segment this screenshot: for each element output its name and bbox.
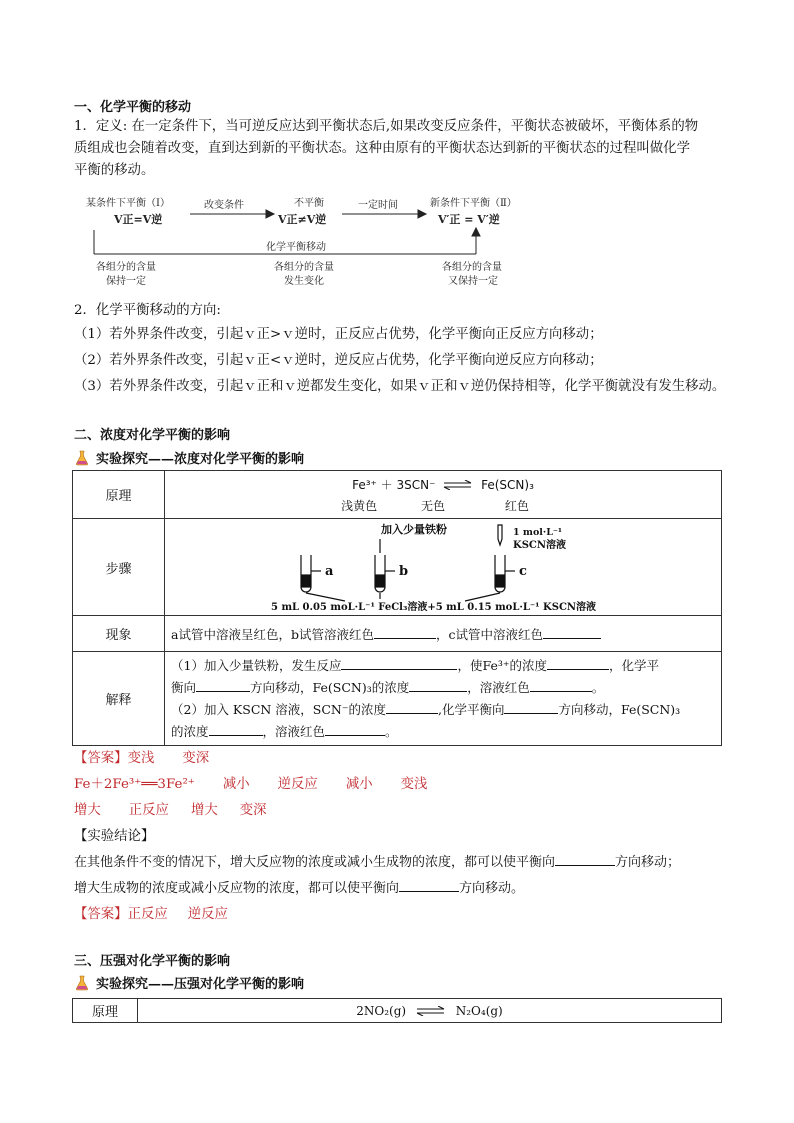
tube-b-liquid [376,575,384,587]
answer4-tag: 【答案】 [74,907,128,922]
blank-b-color[interactable] [374,626,436,639]
bottom-label: 化学平衡移动 [266,242,326,253]
blank-direction2[interactable] [504,701,558,714]
answer1-0: 变浅 [127,751,155,766]
explain-l4c: 。 [385,723,398,739]
blank-fescn-conc2[interactable] [209,723,263,736]
state1-equation: V正=V逆 [114,213,163,226]
conclusion2-a: 增大生成物的浓度或减小反应物的浓度，都可以使平衡向 [74,881,400,896]
flask-icon [74,975,90,991]
tube-c-liquid [496,575,504,587]
phenomenon-cell [165,616,722,652]
answer2-0: Fe＋2Fe³⁺══3Fe²⁺ [74,777,195,792]
state3-label: 新条件下平衡（Ⅱ） [430,198,517,209]
section3-title: 三、压强对化学平衡的影响 [74,954,231,969]
state1-label: 某条件下平衡（Ⅰ） [86,198,170,209]
bracket-arrow-head [472,228,480,236]
note1-line1: 各组分的含量 [96,262,156,273]
label-phenomenon: 现象 [73,616,165,652]
flask-icon [74,450,90,466]
note3-line1: 各组分的含量 [442,262,502,273]
explain-l2a: 衡向 [171,679,197,695]
direction-title: 2．化学平衡移动的方向: [74,303,221,318]
answer2-4: 变浅 [400,777,428,792]
direction-3: （3）若外界条件改变，引起ｖ正和ｖ逆都发生变化，如果ｖ正和ｖ逆仍保持相等，化学平衡就没有发生移动。 [74,379,726,394]
blank-red2[interactable] [325,723,385,736]
explain-l2b: 方向移动，Fe(SCN)₃的浓度 [250,679,410,695]
kscn-label-1: 1 mol·L⁻¹ [513,527,563,538]
direction-2: （2）若外界条件改变，引起ｖ正<ｖ逆时，逆反应占优势，化学平衡向逆反应方向移动； [74,353,603,368]
section2-title: 二、浓度对化学平衡的影响 [74,428,231,443]
answer3-0: 增大 [74,803,101,818]
add-iron-label: 加入少量铁粉 [381,523,447,536]
blank-scn-conc[interactable] [386,701,438,714]
label-principle: 原理 [73,471,165,519]
label-principle-2: 原理 [73,999,138,1023]
explain-l4a: 的浓度 [171,723,209,739]
principle2-cell [138,999,722,1023]
eq2-right: N₂O₄(g) [455,1003,503,1018]
eq-right: Fe(SCN)₃ [481,477,534,492]
explain-l1a: （1）加入少量铁粉，发生反应 [171,657,342,673]
tube-b-label: b [399,564,409,579]
eq2-left: 2NO₂(g) [356,1003,407,1018]
conclusion-line2 [74,878,524,900]
kscn-label-2: KSCN溶液 [513,540,567,551]
explain-l2d: 。 [591,679,605,695]
row-principle [73,471,722,519]
explain-l3c: 方向移动，Fe(SCN)₃ [558,701,681,717]
color-product: 红色 [504,498,529,513]
arrow1-label: 改变条件 [204,200,244,211]
answer2-3: 减小 [345,777,373,792]
blank-conclusion2[interactable] [399,879,459,892]
answer4-1: 逆反应 [187,907,228,922]
blank-fescn-conc1[interactable] [409,679,467,692]
tube-a-liquid [302,575,310,587]
blank-c-color[interactable] [543,626,601,639]
conclusion1-a: 在其他条件不变的情况下，增大反应物的浓度或减小生成物的浓度，都可以使平衡向 [74,855,556,870]
dropper [498,525,502,545]
solution-label: 5 mL 0.05 moL·L⁻¹ FeCl₃溶液+5 mL 0.15 moL·L⁻¹ KSCN溶液 [271,602,597,613]
answer4-0: 正反应 [127,907,168,922]
test-tubes-figure [165,519,721,615]
blank-reaction[interactable] [341,657,457,670]
answer1-line [74,748,209,770]
answer3-1: 正反应 [128,803,169,818]
label-steps: 步骤 [73,519,165,616]
blank-conclusion1[interactable] [555,853,615,866]
state2-label: 不平衡 [294,198,324,209]
experiment2-table [72,998,722,1023]
note2-line2: 发生变化 [284,276,324,287]
equilibrium-shift-diagram [80,192,540,294]
eq-left: Fe³⁺ ＋ 3SCN⁻ [352,477,436,492]
experiment2-heading [74,973,304,992]
row-steps [73,519,722,616]
row-principle-2 [73,999,722,1023]
explain-l2c: ，溶液红色 [467,679,530,695]
equilibrium-arrow-icon [443,480,473,490]
steps-cell [165,519,722,616]
blank-fe-conc[interactable] [547,657,609,670]
arrow2-head [418,210,426,218]
row-phenomenon [73,616,722,652]
conclusion1-b: 方向移动； [615,855,681,870]
color-scn: 无色 [420,498,445,513]
equilibrium-arrow-icon [416,1006,446,1016]
experiment2-title: 实验探究——压强对化学平衡的影响 [96,977,305,992]
direction-1: （1）若外界条件改变，引起ｖ正>ｖ逆时，正反应占优势，化学平衡向正反应方向移动； [74,327,603,342]
answer3-line [74,800,267,822]
answer1-tag: 【答案】 [74,751,128,766]
explain-l1c: ，化学平 [608,657,659,673]
experiment1-table [72,470,722,746]
answer2-2: 逆反应 [277,777,318,792]
note3-line2: 又保持一定 [448,276,498,287]
row-explanation [73,652,722,746]
answer4-line [74,904,228,926]
phenomenon-text-b: ，c试管中溶液红色 [435,626,543,642]
tube-c-label: c [519,564,527,579]
label-explanation: 解释 [73,652,165,746]
phenomenon-text-a: a试管中溶液呈红色，b试管溶液红色 [171,626,374,642]
arrow1-head [266,210,274,218]
experiment1-heading [74,448,304,467]
principle-cell [165,471,722,519]
conclusion-line1 [74,852,680,874]
answer3-3: 变深 [239,803,267,818]
answer1-1: 变深 [182,751,210,766]
conclusion-title: 【实验结论】 [74,829,155,844]
explain-l1b: ，使Fe³⁺的浓度 [457,657,547,673]
blank-red1[interactable] [530,679,592,692]
conclusion2-b: 方向移动。 [459,881,525,896]
state2-equation: V正≠V逆 [278,213,327,226]
blank-direction1[interactable] [196,679,250,692]
answer2-line [74,774,427,796]
definition-line3: 平衡的移动。 [74,163,155,178]
experiment1-title: 实验探究——浓度对化学平衡的影响 [96,452,305,467]
note2-line1: 各组分的含量 [274,262,334,273]
section1-title: 一、化学平衡的移动 [74,100,192,115]
definition-line2: 质组成也会随着改变，直到达到新的平衡状态。这种由原有的平衡状态达到新的平衡状态的过程叫做化学 [74,141,690,156]
answer2-1: 减小 [222,777,250,792]
explanation-cell [165,652,722,746]
answer3-2: 增大 [190,803,218,818]
state3-equation: V′正 = V′逆 [438,213,500,226]
definition-line1: 1．定义: 在一定条件下，当可逆反应达到平衡状态后,如果改变反应条件，平衡状态被破坏，平衡体系的物 [74,119,699,134]
explain-l4b: ，溶液红色 [262,723,326,739]
explain-l3b: ,化学平衡向 [437,701,505,717]
arrow2-label: 一定时间 [358,200,398,211]
note1-line2: 保持一定 [106,276,146,287]
color-fe: 浅黄色 [341,498,378,513]
tube-a-label: a [325,564,334,579]
explain-l3a: （2）加入 KSCN 溶液，SCN⁻的浓度 [171,701,386,717]
